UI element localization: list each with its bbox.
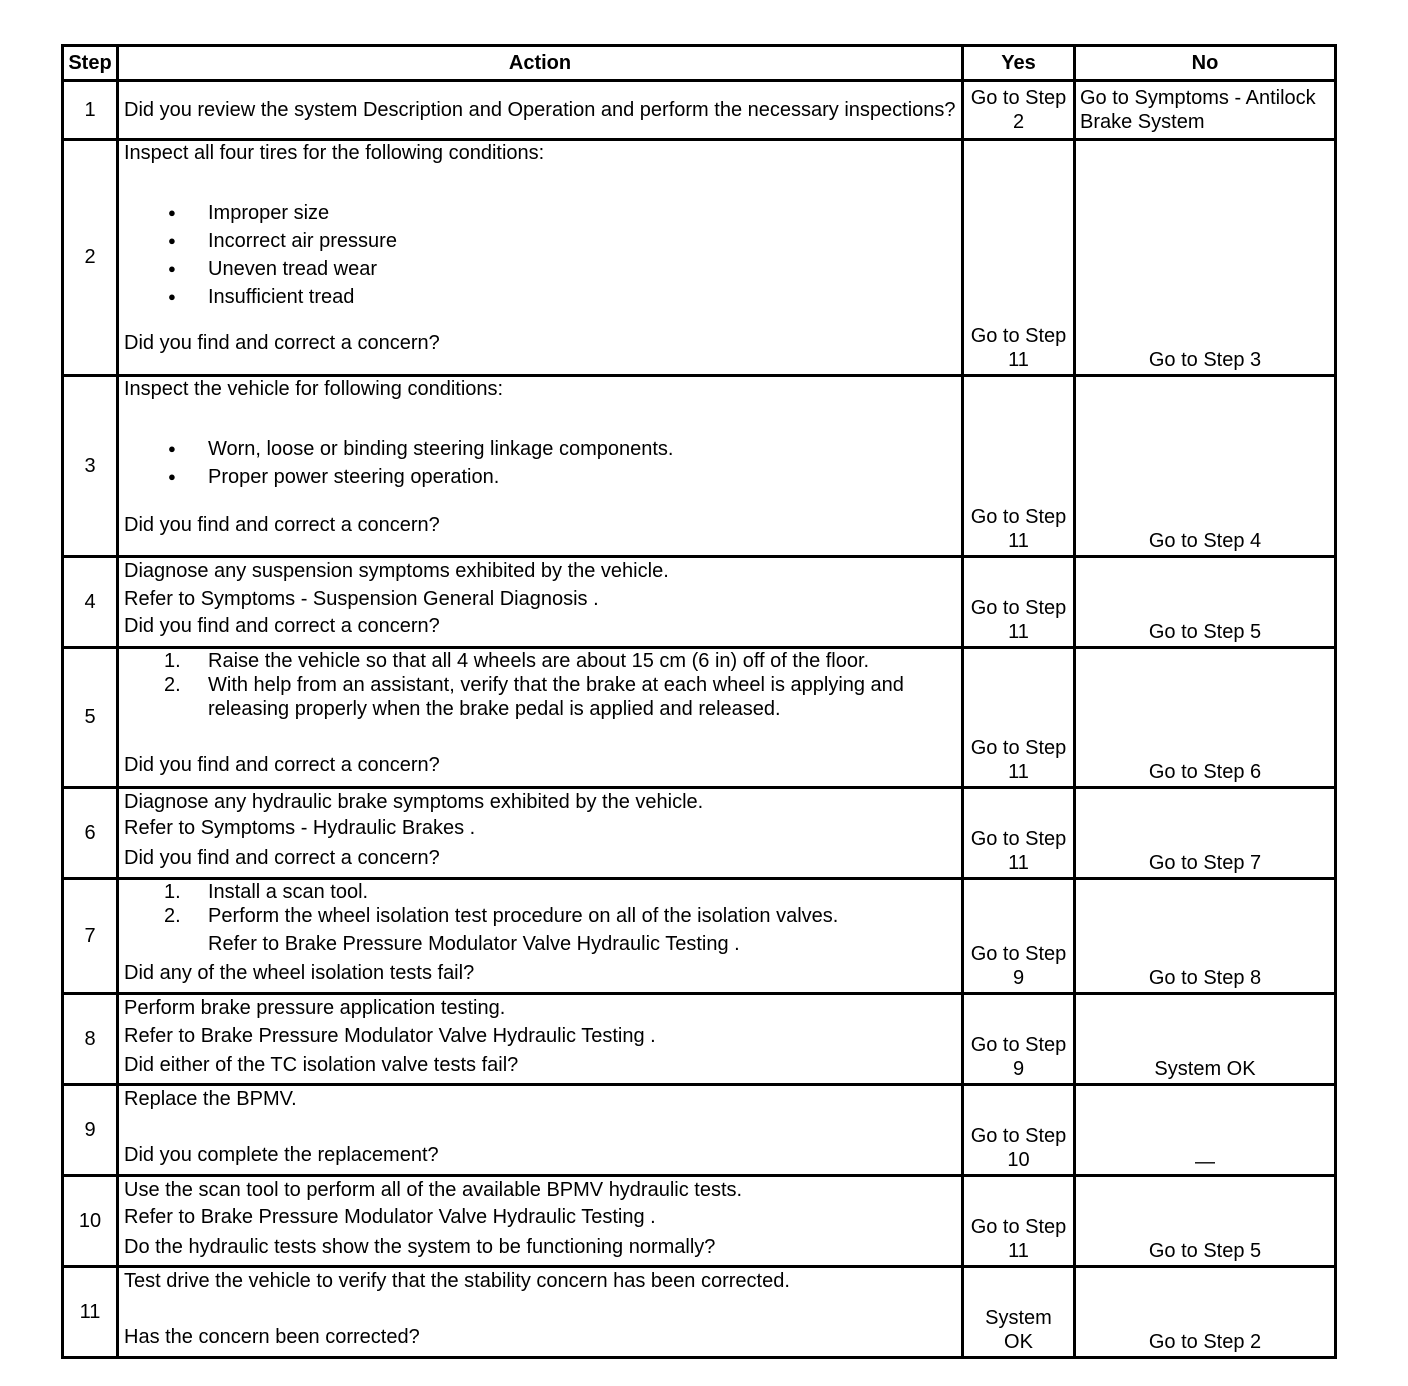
spacer xyxy=(124,1294,957,1324)
table-row xyxy=(63,1267,1336,1358)
yes-cell: Go to Step 2 xyxy=(963,81,1075,140)
list-item xyxy=(124,673,957,721)
no-cell: Go to Step 3 xyxy=(1075,140,1336,376)
action-text: Perform brake pressure application testing. xyxy=(124,997,506,1019)
header-no: No xyxy=(1075,46,1336,81)
list-text: Perform the wheel isolation test procedure on all of the isolation valves. xyxy=(208,905,839,927)
list-item: ● Proper power steering operation. xyxy=(124,463,957,491)
step-number: 3 xyxy=(63,376,118,557)
list-number: 2. xyxy=(164,905,181,927)
no-cell: Go to Step 5 xyxy=(1075,1176,1336,1267)
header-step: Step xyxy=(63,46,118,81)
yes-cell: Go to Step 11 xyxy=(963,788,1075,879)
action-text: Diagnose any suspension symptoms exhibited by the vehicle. xyxy=(124,560,669,582)
yes-cell: Go to Step 11 xyxy=(963,557,1075,648)
action-cell xyxy=(118,879,963,994)
action-question: Did you find and correct a concern? xyxy=(124,754,440,776)
yes-cell: Go to Step 10 xyxy=(963,1085,1075,1176)
action-refer: Refer to Brake Pressure Modulator Valve Hydraulic Testing . xyxy=(208,933,740,955)
list-item xyxy=(124,880,957,904)
action-question: Did you find and correct a concern? xyxy=(124,847,440,869)
action-text: Test drive the vehicle to verify that the stability concern has been corrected. xyxy=(124,1270,790,1292)
action-cell xyxy=(118,140,963,376)
step-number: 1 xyxy=(63,81,118,140)
action-cell xyxy=(118,557,963,648)
no-cell: Go to Symptoms - Antilock Brake System xyxy=(1075,81,1336,140)
list-number: 1. xyxy=(164,650,181,672)
table-row xyxy=(63,1085,1336,1176)
yes-cell: System OK xyxy=(963,1267,1075,1358)
action-question: Did you complete the replacement? xyxy=(124,1144,439,1166)
action-intro: Inspect the vehicle for following conditions: xyxy=(124,378,504,400)
action-text: Did you review the system Description and Operation and perform the necessary inspections? xyxy=(124,99,956,121)
action-text: Diagnose any hydraulic brake symptoms exhibited by the vehicle. xyxy=(124,791,704,813)
no-cell: Go to Step 2 xyxy=(1075,1267,1336,1358)
condition-list xyxy=(124,435,957,491)
table-row xyxy=(63,376,1336,557)
list-item xyxy=(124,649,957,673)
action-text: Replace the BPMV. xyxy=(124,1088,297,1110)
step-number: 6 xyxy=(63,788,118,879)
action-text: Use the scan tool to perform all of the available BPMV hydraulic tests. xyxy=(124,1179,743,1201)
diagnostic-table xyxy=(61,44,1337,1359)
yes-cell: Go to Step 9 xyxy=(963,994,1075,1085)
list-item: ● Incorrect air pressure xyxy=(124,227,957,255)
list-item: ● Insufficient tread xyxy=(124,283,957,311)
no-cell: Go to Step 4 xyxy=(1075,376,1336,557)
list-item: ● Worn, loose or binding steering linkage components. xyxy=(124,435,957,463)
yes-cell: Go to Step 11 xyxy=(963,1176,1075,1267)
step-number: 2 xyxy=(63,140,118,376)
no-cell: Go to Step 8 xyxy=(1075,879,1336,994)
no-cell: System OK xyxy=(1075,994,1336,1085)
step-number: 8 xyxy=(63,994,118,1085)
action-cell xyxy=(118,994,963,1085)
list-text: Raise the vehicle so that all 4 wheels are about 15 cm (6 in) off of the floor. xyxy=(208,650,870,672)
yes-cell: Go to Step 11 xyxy=(963,648,1075,788)
header-row xyxy=(63,46,1336,81)
procedure-list xyxy=(124,880,957,928)
table-row xyxy=(63,788,1336,879)
step-number: 10 xyxy=(63,1176,118,1267)
no-cell: — xyxy=(1075,1085,1336,1176)
action-cell xyxy=(118,81,963,140)
list-text: Install a scan tool. xyxy=(208,881,369,903)
action-cell xyxy=(118,1267,963,1358)
action-question: Did either of the TC isolation valve tests fail? xyxy=(124,1054,519,1076)
list-item xyxy=(124,904,957,928)
list-item: ● Uneven tread wear xyxy=(124,255,957,283)
list-text: With help from an assistant, verify that the brake at each wheel is applying and releasing properly when the brake pedal is applied and released. xyxy=(208,674,904,720)
action-cell xyxy=(118,1085,963,1176)
spacer xyxy=(124,1112,957,1142)
action-question: Did you find and correct a concern? xyxy=(124,514,440,536)
header-yes: Yes xyxy=(963,46,1075,81)
table-row xyxy=(63,1176,1336,1267)
table-row xyxy=(63,81,1336,140)
action-cell xyxy=(118,788,963,879)
table-row xyxy=(63,140,1336,376)
action-question: Has the concern been corrected? xyxy=(124,1326,420,1348)
yes-cell: Go to Step 9 xyxy=(963,879,1075,994)
step-number: 4 xyxy=(63,557,118,648)
table-row xyxy=(63,648,1336,788)
action-question: Did any of the wheel isolation tests fail? xyxy=(124,962,475,984)
list-number: 2. xyxy=(164,674,181,696)
step-number: 7 xyxy=(63,879,118,994)
action-refer: Refer to Symptoms - Suspension General Diagnosis . xyxy=(124,588,599,610)
action-cell xyxy=(118,648,963,788)
yes-cell: Go to Step 11 xyxy=(963,376,1075,557)
table-row xyxy=(63,994,1336,1085)
action-question: Did you find and correct a concern? xyxy=(124,332,440,354)
action-refer: Refer to Brake Pressure Modulator Valve Hydraulic Testing . xyxy=(124,1025,656,1047)
table-row xyxy=(63,879,1336,994)
action-cell xyxy=(118,376,963,557)
list-item: ● Improper size xyxy=(124,199,957,227)
action-cell xyxy=(118,1176,963,1267)
action-question: Do the hydraulic tests show the system to be functioning normally? xyxy=(124,1236,716,1258)
condition-list xyxy=(124,199,957,311)
no-cell: Go to Step 7 xyxy=(1075,788,1336,879)
step-number: 11 xyxy=(63,1267,118,1358)
no-cell: Go to Step 6 xyxy=(1075,648,1336,788)
action-question: Did you find and correct a concern? xyxy=(124,615,440,637)
yes-cell: Go to Step 11 xyxy=(963,140,1075,376)
header-action: Action xyxy=(118,46,963,81)
action-refer: Refer to Brake Pressure Modulator Valve Hydraulic Testing . xyxy=(124,1206,656,1228)
action-intro: Inspect all four tires for the following conditions: xyxy=(124,142,545,164)
list-number: 1. xyxy=(164,881,181,903)
action-refer: Refer to Symptoms - Hydraulic Brakes . xyxy=(124,817,476,839)
no-cell: Go to Step 5 xyxy=(1075,557,1336,648)
step-number: 9 xyxy=(63,1085,118,1176)
procedure-list xyxy=(124,649,957,721)
step-number: 5 xyxy=(63,648,118,788)
table-row xyxy=(63,557,1336,648)
